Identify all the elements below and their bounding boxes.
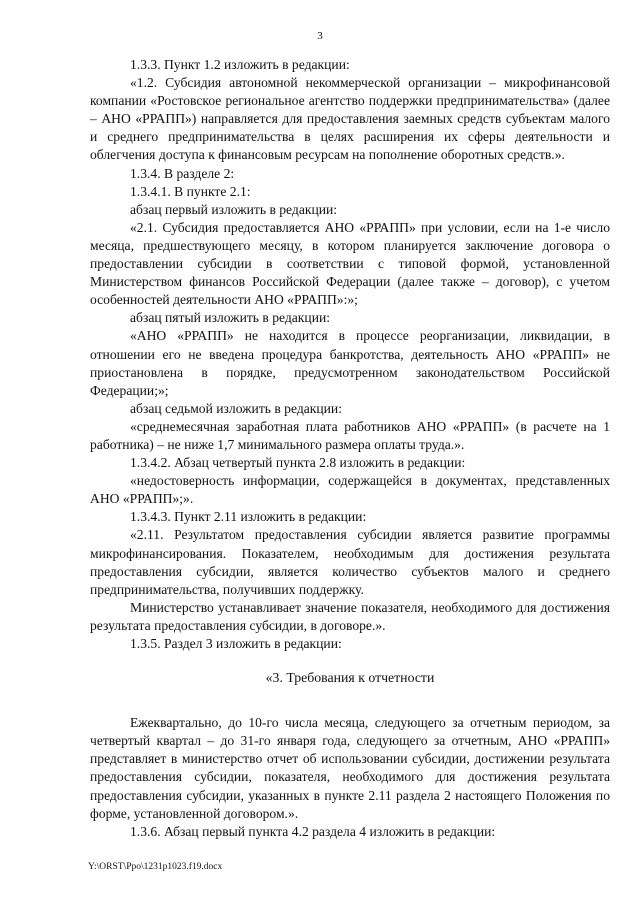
section-heading: «3. Требования к отчетности	[265, 670, 435, 686]
paragraph: Министерство устанавливает значение показателя, необходимого для достижения результата предоставления субсидии, в договоре.».	[90, 599, 610, 633]
paragraph: 1.3.4.2. Абзац четвертый пункта 2.8 изложить в редакции:	[130, 455, 466, 471]
paragraph: абзац первый изложить в редакции:	[130, 201, 338, 217]
paragraph: «1.2. Субсидия автономной некоммерческой организации – микрофинансовой компании «Ростовское региональное агентство поддержки предпринимательства» (далее – АНО «РРАПП») направляется для предоставления заемных средств субъектам малого и среднего предпринимательства в целях расширения их сферы деятельности и облегчения доступа к финансовым ресурсам на пополнение оборотных средств.».	[90, 75, 610, 163]
paragraph: 1.3.4.3. Пункт 2.11 изложить в редакции:	[130, 509, 367, 525]
paragraph: 1.3.4.1. В пункте 2.1:	[130, 183, 251, 199]
paragraph: «АНО «РРАПП» не находится в процессе реорганизации, ликвидации, в отношении его не введена процедура банкротства, деятельность АНО «РРАПП» не приостановлена в порядке, предусмотренном законодательством Российской Федерации;»;	[90, 328, 610, 398]
file-path-footer: Y:\ORST\Ppo\1231p1023.f19.docx	[88, 862, 223, 872]
paragraph: 1.3.5. Раздел 3 изложить в редакции:	[130, 636, 342, 651]
paragraph: «2.11. Результатом предоставления субсидии является развитие программы микрофинансирования. Показателем, необходимым для достижения результата предоставления субсидии, является количество субъектов малого и среднего предпринимательства, получивших поддержку.	[90, 527, 610, 597]
page-number: 3	[317, 30, 323, 42]
paragraph: «среднемесячная заработная плата работников АНО «РРАПП» (в расчете на 1 работника) – не ниже 1,7 минимального размера оплаты труда.».	[90, 418, 610, 452]
paragraph: «2.1. Субсидия предоставляется АНО «РРАПП» при условии, если на 1-е число месяца, предшествующего месяцу, в котором планируется заключение договора о предоставлении субсидии в соответствии с типовой формой, установленной Министерством финансов Российской Федерации (далее также – договор), с учетом особенностей деятельности АНО «РРАПП»:»;	[90, 219, 610, 308]
paragraph: 1.3.6. Абзац первый пункта 4.2 раздела 4 изложить в редакции:	[130, 823, 496, 839]
paragraph: Ежеквартально, до 10-го числа месяца, следующего за отчетным периодом, за четвертый квартал – до 31-го января года, следующего за отчетным, АНО «РРАПП» представляет в министерство отчет об использовании субсидии, достижении результата предоставления субсидии, показателя, необходимого для достижения результата предоставления субсидии, указанных в пункте 2.11 раздела 2 настоящего Положения по форме, установленной договором.».	[90, 715, 610, 821]
paragraph: 1.3.4. В разделе 2:	[130, 165, 235, 181]
paragraph: абзац седьмой изложить в редакции:	[130, 400, 342, 416]
paragraph: «недостоверность информации, содержащейся в документах, представленных АНО «РРАПП»;».	[90, 473, 610, 507]
document-body	[90, 56, 610, 841]
paragraph: 1.3.3. Пункт 1.2 изложить в редакции:	[130, 57, 350, 72]
paragraph: абзац пятый изложить в редакции:	[130, 310, 331, 326]
